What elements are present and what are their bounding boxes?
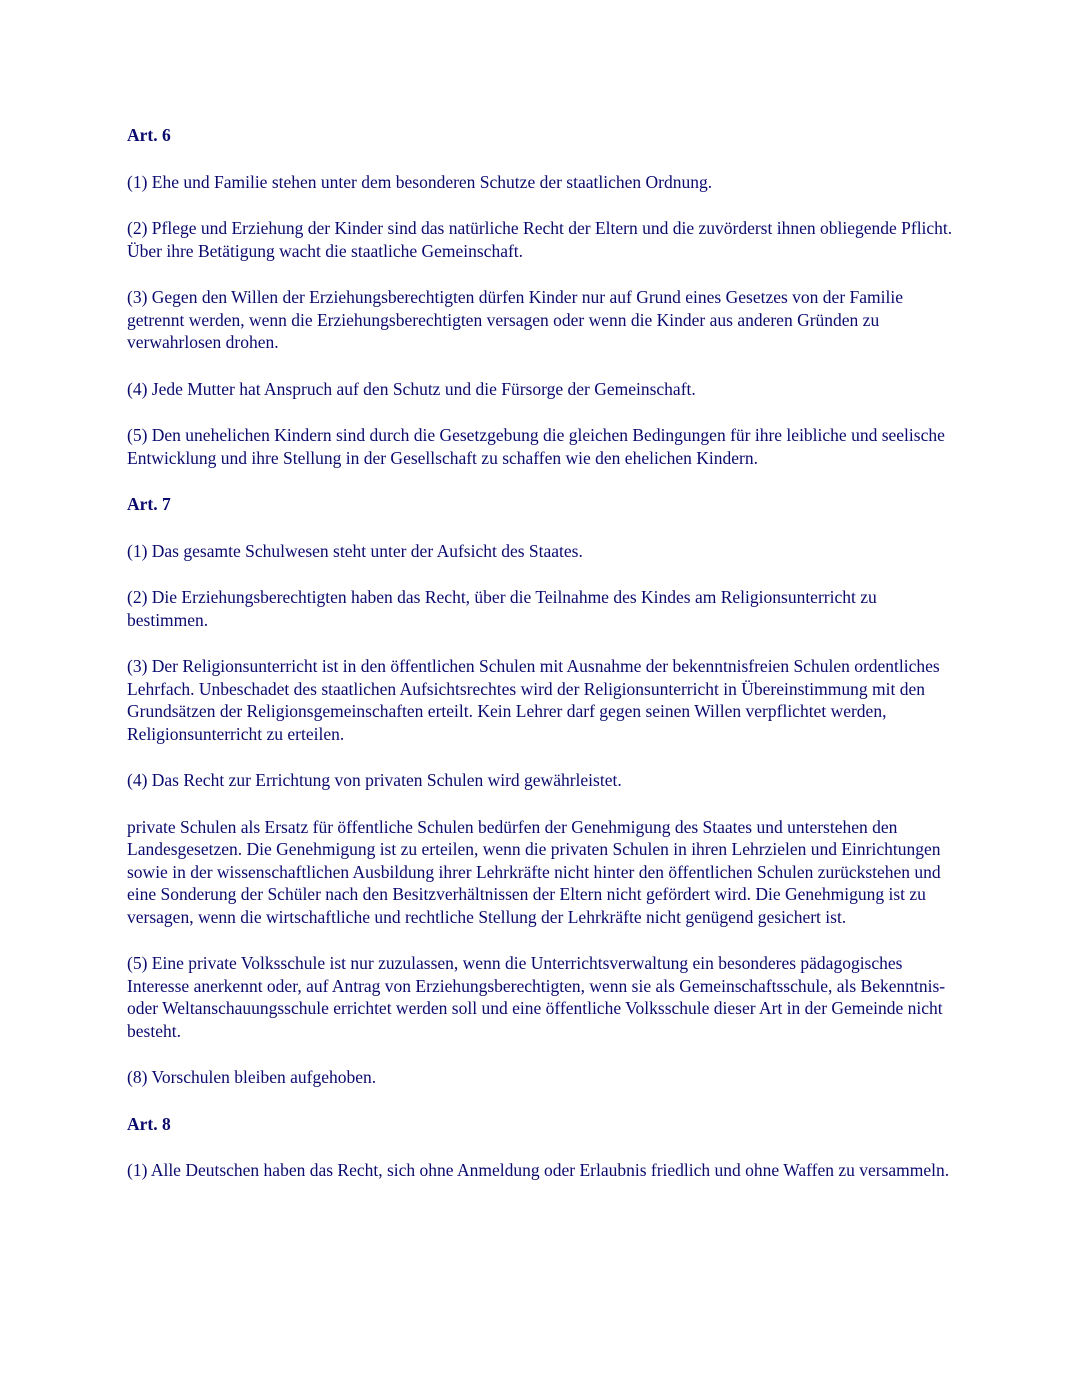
paragraph-art7-5: (5) Eine private Volksschule ist nur zuzulassen, wenn die Unterrichtsverwaltung ein besonderes pädagogisches Interesse anerkennt oder, auf Antrag von Erziehungsberechtigten, wenn sie als Gemeinschaftsschule, als Bekenntnis- oder Weltanschauungsschule errichtet werden soll und eine öffentliche Volksschule dieser Art in der Gemeinde nicht besteht. — [127, 953, 946, 1041]
article-heading-8: Art. 8 — [127, 1113, 171, 1134]
paragraph-art7-4-continued: private Schulen als Ersatz für öffentliche Schulen bedürfen der Genehmigung des Staates und unterstehen den Landesgesetzen. Die Genehmigung ist zu erteilen, wenn die privaten Schulen in ihren Lehrzielen und Einrichtungen sowie in der wissenschaftlichen Ausbildung ihrer Lehrkräfte nicht hinter den öffentlichen Schulen zurückstehen und eine Sonderung der Schüler nach den Besitzverhältnissen der Eltern nicht gefördert wird. Die Genehmigung ist zu versagen, wenn die wirtschaftliche und rechtliche Stellung der Lehrkräfte nicht genügend gesichert ist. — [127, 816, 941, 927]
paragraph-art7-3: (3) Der Religionsunterricht ist in den öffentlichen Schulen mit Ausnahme der bekenntnisfreien Schulen ordentliches Lehrfach. Unbeschadet des staatlichen Aufsichtsrechtes wird der Religionsunterricht in Übereinstimmung mit den Grundsätzen der Religionsgemeinschaften erteilt. Kein Lehrer darf gegen seinen Willen verpflichtet werden, Religionsunterricht zu erteilen. — [127, 656, 940, 744]
article-heading-7: Art. 7 — [127, 494, 171, 514]
paragraph-art7-4: (4) Das Recht zur Errichtung von privaten Schulen wird gewährleistet. — [127, 770, 622, 790]
paragraph-art7-1: (1) Das gesamte Schulwesen steht unter der Aufsicht des Staates. — [127, 540, 583, 561]
paragraph-art8-1: (1) Alle Deutschen haben das Recht, sich ohne Anmeldung oder Erlaubnis friedlich und ohne Waffen zu versammeln. — [127, 1160, 950, 1180]
paragraph-art7-8: (8) Vorschulen bleiben aufgehoben. — [127, 1067, 377, 1087]
article-heading-6: Art. 6 — [127, 125, 171, 145]
document-page — [127, 124, 957, 1206]
paragraph-art6-3: (3) Gegen den Willen der Erziehungsberechtigten dürfen Kinder nur auf Grund eines Gesetzes von der Familie getrennt werden, wenn die Erziehungsberechtigten versagen oder wenn die Kinder aus anderen Gründen zu verwahrlosen drohen. — [127, 287, 903, 352]
paragraph-art6-4: (4) Jede Mutter hat Anspruch auf den Schutz und die Fürsorge der Gemeinschaft. — [127, 378, 696, 399]
paragraph-art7-2: (2) Die Erziehungsberechtigten haben das Recht, über die Teilnahme des Kindes am Religionsunterricht zu bestimmen. — [127, 587, 877, 630]
paragraph-art6-5: (5) Den unehelichen Kindern sind durch die Gesetzgebung die gleichen Bedingungen für ihre leibliche und seelische Entwicklung und ihre Stellung in der Gesellschaft zu schaffen wie den ehelichen Kindern. — [127, 425, 945, 468]
paragraph-art6-1: (1) Ehe und Familie stehen unter dem besonderen Schutze der staatlichen Ordnung. — [127, 171, 713, 192]
paragraph-art6-2: (2) Pflege und Erziehung der Kinder sind das natürliche Recht der Eltern und die zuvörderst ihnen obliegende Pflicht. Über ihre Betätigung wacht die staatliche Gemeinschaft. — [127, 218, 953, 261]
